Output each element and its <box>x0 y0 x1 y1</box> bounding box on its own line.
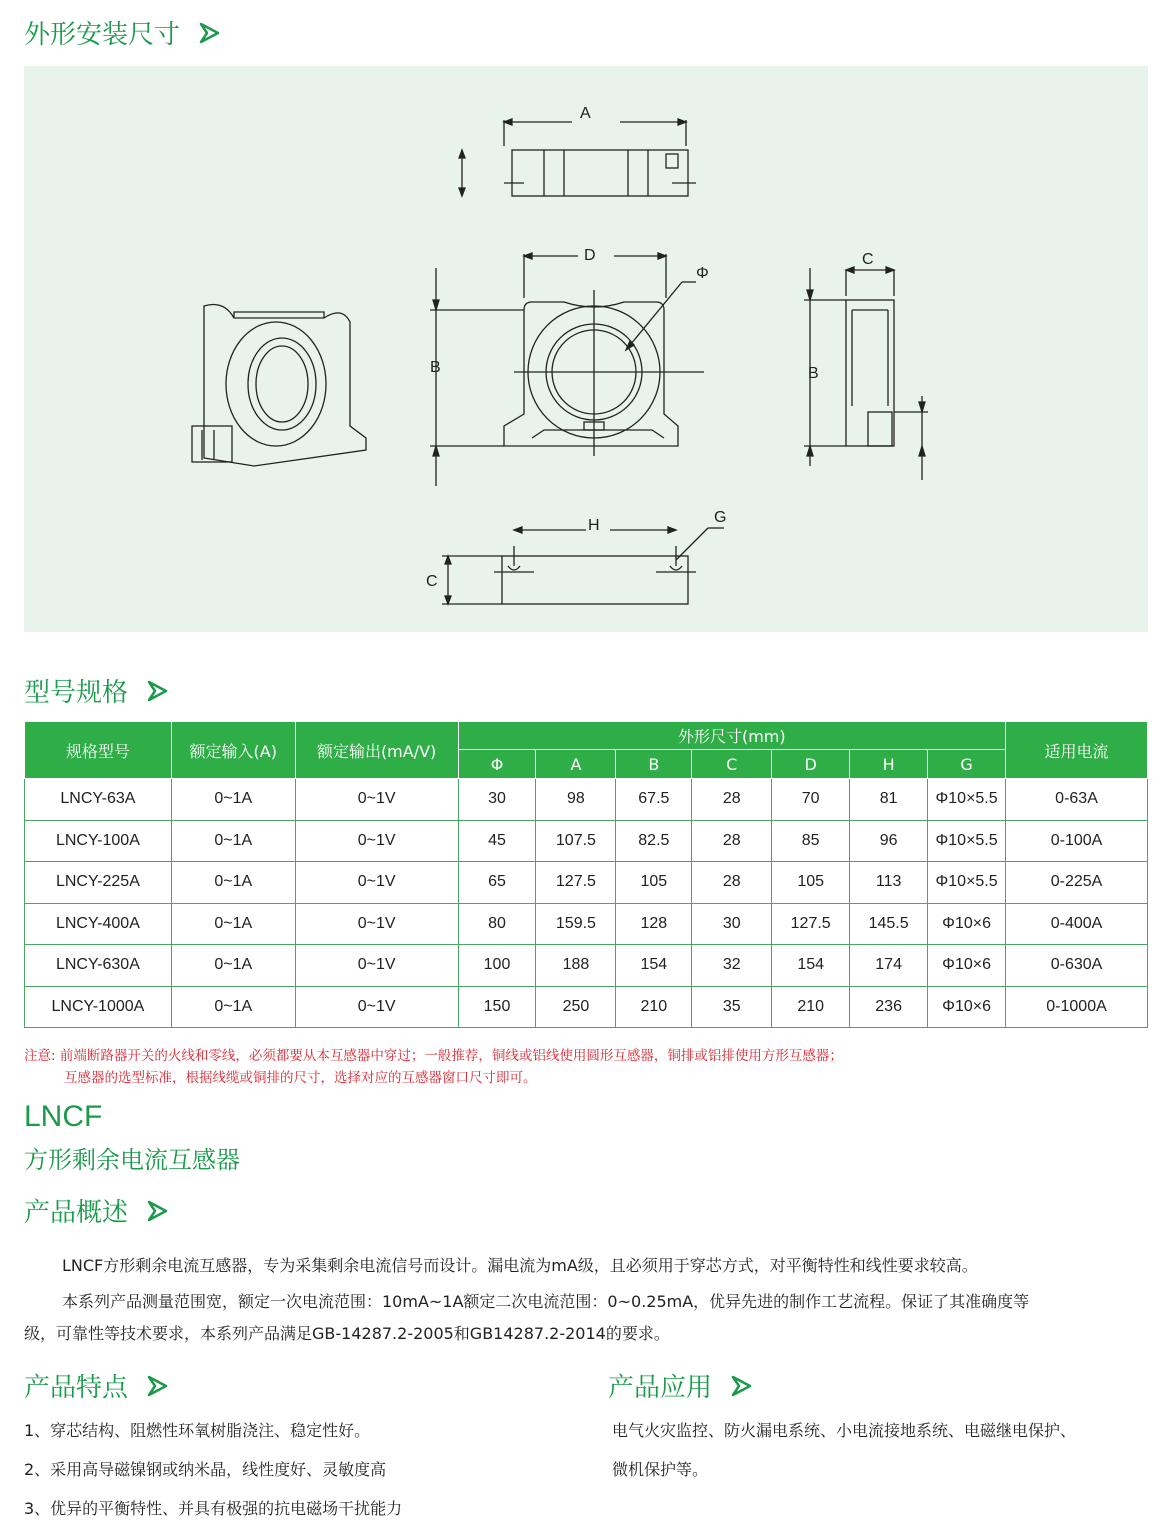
table-cell: 150 <box>458 986 536 1028</box>
col-header-output: 额定输出(mA/V) <box>295 722 458 779</box>
table-row <box>25 862 1148 904</box>
table-cell: 0~1A <box>171 820 295 862</box>
dimension-drawing <box>24 66 1148 632</box>
table-cell: 128 <box>616 903 692 945</box>
table-cell: 80 <box>458 903 536 945</box>
product-code: LNCF <box>24 1100 103 1133</box>
table-row <box>25 779 1148 821</box>
table-cell: 0-225A <box>1006 862 1148 904</box>
table-cell: 236 <box>850 986 928 1028</box>
dim-label-d: D <box>584 247 596 264</box>
col-header-c: C <box>692 750 772 779</box>
table-cell: Φ10×6 <box>928 945 1006 987</box>
dim-label-g: G <box>714 509 727 526</box>
table-cell: 0~1V <box>295 820 458 862</box>
table-cell: 0-63A <box>1006 779 1148 821</box>
table-cell: 105 <box>616 862 692 904</box>
col-header-current: 适用电流 <box>1006 722 1148 779</box>
product-name: 方形剩余电流互感器 <box>24 1146 240 1174</box>
selection-note <box>24 1045 843 1089</box>
table-cell: 0~1A <box>171 903 295 945</box>
applications-line-1: 电气火灾监控、防火漏电系统、小电流接地系统、电磁继电保护、 <box>612 1421 1077 1440</box>
section-title-features <box>24 1367 168 1404</box>
chevron-right-icon <box>198 22 220 44</box>
table-cell: 159.5 <box>536 903 616 945</box>
feature-item-2: 2、采用高导磁镍钢或纳米晶，线性度好、灵敏度高 <box>24 1460 387 1479</box>
table-cell: 96 <box>850 820 928 862</box>
table-cell: 70 <box>772 779 850 821</box>
table-cell: LNCY-100A <box>25 820 172 862</box>
table-cell: 81 <box>850 779 928 821</box>
section-title-text: 外形安装尺寸 <box>24 20 181 50</box>
col-header-h: H <box>850 750 928 779</box>
table-cell: 35 <box>692 986 772 1028</box>
bottom-view <box>442 527 724 604</box>
table-cell: LNCY-1000A <box>25 986 172 1028</box>
section-title-dimensions <box>24 14 220 51</box>
table-cell: 0~1V <box>295 779 458 821</box>
table-cell: 85 <box>772 820 850 862</box>
table-cell: Φ10×5.5 <box>928 779 1006 821</box>
table-row <box>25 945 1148 987</box>
table-cell: 82.5 <box>616 820 692 862</box>
table-cell: 0-400A <box>1006 903 1148 945</box>
dimension-drawing-panel <box>24 66 1148 632</box>
table-row <box>25 903 1148 945</box>
col-header-input: 额定输入(A) <box>171 722 295 779</box>
table-cell: 32 <box>692 945 772 987</box>
feature-item-1: 1、穿芯结构、阻燃性环氧树脂浇注、稳定性好。 <box>24 1421 371 1440</box>
table-cell: 0~1V <box>295 986 458 1028</box>
table-cell: 30 <box>692 903 772 945</box>
note-line-2: 互感器的选型标准，根据线缆或铜排的尺寸，选择对应的互感器窗口尺寸即可。 <box>64 1070 537 1086</box>
dim-label-h: H <box>588 517 600 534</box>
table-cell: 98 <box>536 779 616 821</box>
table-cell: 154 <box>772 945 850 987</box>
table-cell: LNCY-225A <box>25 862 172 904</box>
applications-line-2: 微机保护等。 <box>612 1460 709 1479</box>
col-header-b: B <box>616 750 692 779</box>
col-header-a: A <box>536 750 616 779</box>
table-cell: 105 <box>772 862 850 904</box>
table-cell: 28 <box>692 779 772 821</box>
table-cell: 67.5 <box>616 779 692 821</box>
spec-table <box>24 721 1148 1028</box>
table-cell: 0~1V <box>295 862 458 904</box>
dim-label-a: A <box>580 105 591 122</box>
chevron-right-icon <box>146 1200 168 1222</box>
table-cell: 0-100A <box>1006 820 1148 862</box>
section-title-text: 产品特点 <box>24 1373 129 1403</box>
top-view <box>459 119 696 196</box>
col-header-phi: Φ <box>458 750 536 779</box>
chevron-right-icon <box>146 680 168 702</box>
table-cell: 0-1000A <box>1006 986 1148 1028</box>
table-cell: 0~1A <box>171 779 295 821</box>
table-cell: 0~1A <box>171 945 295 987</box>
dim-label-c-bottom: C <box>426 573 438 590</box>
overview-paragraph-3: 级，可靠性等技术要求，本系列产品满足GB-14287.2-2005和GB14287.2-2014的要求。 <box>24 1324 670 1343</box>
dim-label-b-side: B <box>808 365 819 382</box>
table-row <box>25 820 1148 862</box>
table-cell: 30 <box>458 779 536 821</box>
col-header-model: 规格型号 <box>25 722 172 779</box>
table-cell: 174 <box>850 945 928 987</box>
table-cell: 250 <box>536 986 616 1028</box>
overview-paragraph-2: 本系列产品测量范围宽，额定一次电流范围：10mA~1A额定二次电流范围：0~0.25mA，优异先进的制作工艺流程。保证了其准确度等 <box>62 1292 1030 1311</box>
table-cell: LNCY-63A <box>25 779 172 821</box>
table-header-row <box>25 722 1148 750</box>
dim-label-c-side: C <box>862 251 874 268</box>
table-cell: 65 <box>458 862 536 904</box>
chevron-right-icon <box>146 1375 168 1397</box>
dim-label-phi: Φ <box>696 265 709 282</box>
table-cell: 127.5 <box>772 903 850 945</box>
col-header-dims: 外形尺寸(mm) <box>458 722 1006 750</box>
table-cell: 210 <box>772 986 850 1028</box>
feature-item-3: 3、优异的平衡特性、并具有极强的抗电磁场干扰能力 <box>24 1499 403 1518</box>
section-title-text: 产品应用 <box>608 1373 713 1403</box>
table-cell: Φ10×6 <box>928 986 1006 1028</box>
table-row <box>25 986 1148 1028</box>
dim-label-b-front: B <box>430 359 441 376</box>
table-cell: 0-630A <box>1006 945 1148 987</box>
table-cell: 28 <box>692 820 772 862</box>
section-title-text: 型号规格 <box>24 678 129 708</box>
table-cell: LNCY-400A <box>25 903 172 945</box>
col-header-g: G <box>928 750 1006 779</box>
table-cell: LNCY-630A <box>25 945 172 987</box>
section-title-text: 产品概述 <box>24 1198 129 1228</box>
isometric-view <box>192 305 366 467</box>
table-cell: 0~1A <box>171 862 295 904</box>
table-cell: 100 <box>458 945 536 987</box>
overview-paragraph-1: LNCF方形剩余电流互感器，专为采集剩余电流信号而设计。漏电流为mA级，且必须用于穿芯方式，对平衡特性和线性要求较高。 <box>62 1256 978 1275</box>
table-cell: 0~1A <box>171 986 295 1028</box>
front-view <box>430 253 704 486</box>
note-line-1: 注意: 前端断路器开关的火线和零线，必须都要从本互感器中穿过；一般推荐，铜线或铝线使用圆形互感器，铜排或铝排使用方形互感器； <box>24 1048 843 1064</box>
table-cell: 0~1V <box>295 903 458 945</box>
table-cell: 188 <box>536 945 616 987</box>
chevron-right-icon <box>730 1375 752 1397</box>
table-cell: 154 <box>616 945 692 987</box>
side-view <box>804 267 928 480</box>
table-cell: 28 <box>692 862 772 904</box>
section-title-overview <box>24 1192 168 1229</box>
col-header-d: D <box>772 750 850 779</box>
table-cell: 45 <box>458 820 536 862</box>
section-title-specs <box>24 672 168 709</box>
table-cell: Φ10×6 <box>928 903 1006 945</box>
table-cell: 0~1V <box>295 945 458 987</box>
table-cell: 127.5 <box>536 862 616 904</box>
section-title-applications <box>608 1367 752 1404</box>
table-cell: 210 <box>616 986 692 1028</box>
table-cell: Φ10×5.5 <box>928 862 1006 904</box>
table-cell: Φ10×5.5 <box>928 820 1006 862</box>
table-cell: 113 <box>850 862 928 904</box>
table-cell: 145.5 <box>850 903 928 945</box>
table-cell: 107.5 <box>536 820 616 862</box>
